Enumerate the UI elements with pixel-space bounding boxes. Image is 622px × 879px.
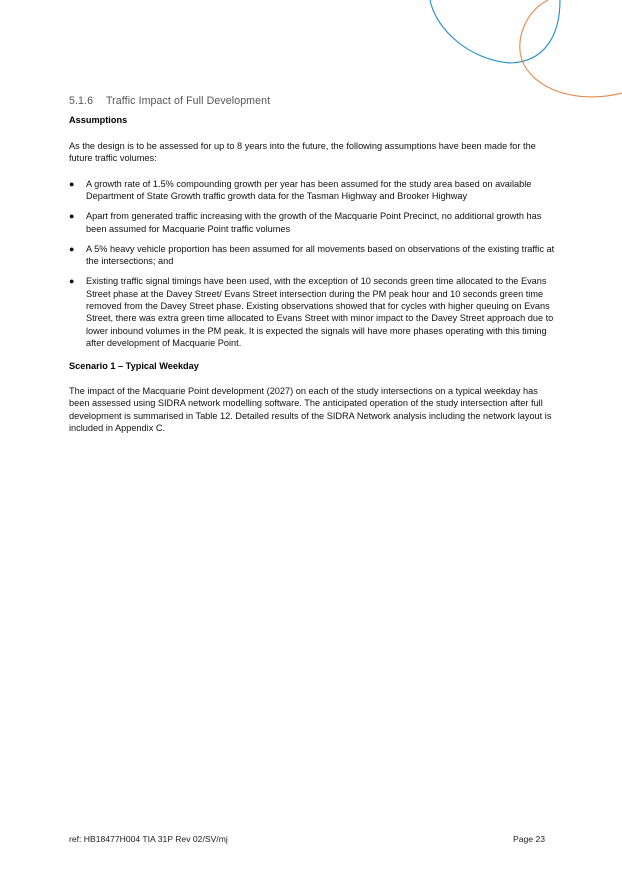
orange-arc — [520, 0, 622, 97]
bullet-icon: ● — [69, 243, 75, 254]
bullet-icon: ● — [69, 211, 75, 222]
list-item-text: A 5% heavy vehicle proportion has been assumed for all movements based on observations of the existing traffic at the intersections; and — [86, 243, 555, 267]
blue-arc — [430, 0, 560, 63]
section-title: Traffic Impact of Full Development — [106, 95, 271, 107]
scenario1-heading: Scenario 1 – Typical Weekday — [69, 361, 199, 371]
list-item-text: Existing traffic signal timings have been used, with the exception of 10 seconds green time allocated to the Evans Street phase at the Davey Street/ Evans Street intersection during the PM peak hour and 10 seconds green time removed from the Davey Street phase. Existing observations showed that for cycles with higher queuing on Evans Street, there was extra green time allocated to Evans Street with minor impact to the Davey Street approach due to lower inbound volumes in the PM peak. It is expected the signals will have more phases operating with this timing after development of Macquarie Point. — [86, 276, 554, 349]
list-item — [69, 210, 559, 235]
list-item-text: Apart from generated traffic increasing with the growth of the Macquarie Point Precinct, no additional growth has been assumed for Macquarie Point traffic volumes — [86, 211, 542, 234]
bullet-icon: ● — [69, 179, 75, 189]
assumptions-intro: As the design is to be assessed for up to 8 years into the future, the following assumptions have been made for the future traffic volumes: — [69, 141, 536, 164]
scenario1-body: The impact of the Macquarie Point development (2027) on each of the study intersections on a typical weekday has been assessed using SIDRA network modelling software. The anticipated operation of the study intersection after full development is summarised in Table 12. Detailed results of the SIDRA Network analysis including the network layout is included in Appendix C. — [69, 386, 552, 434]
list-item — [69, 178, 559, 203]
section-heading — [69, 95, 270, 107]
list-item — [69, 243, 559, 268]
assumptions-list — [69, 178, 559, 357]
section-number: 5.1.6 — [69, 95, 94, 107]
list-item — [69, 275, 559, 349]
assumptions-heading: Assumptions — [69, 115, 128, 125]
bullet-icon: ● — [69, 276, 75, 287]
footer-reference: ref: HB18477H004 TIA 31P Rev 02/SV/mj — [69, 834, 228, 844]
footer-page-number: Page 23 — [513, 834, 546, 844]
list-item-text: A growth rate of 1.5% compounding growth per year has been assumed for the study area based on available Department of State Growth traffic growth data for the Tasman Highway and Brooker Highway — [86, 179, 532, 202]
